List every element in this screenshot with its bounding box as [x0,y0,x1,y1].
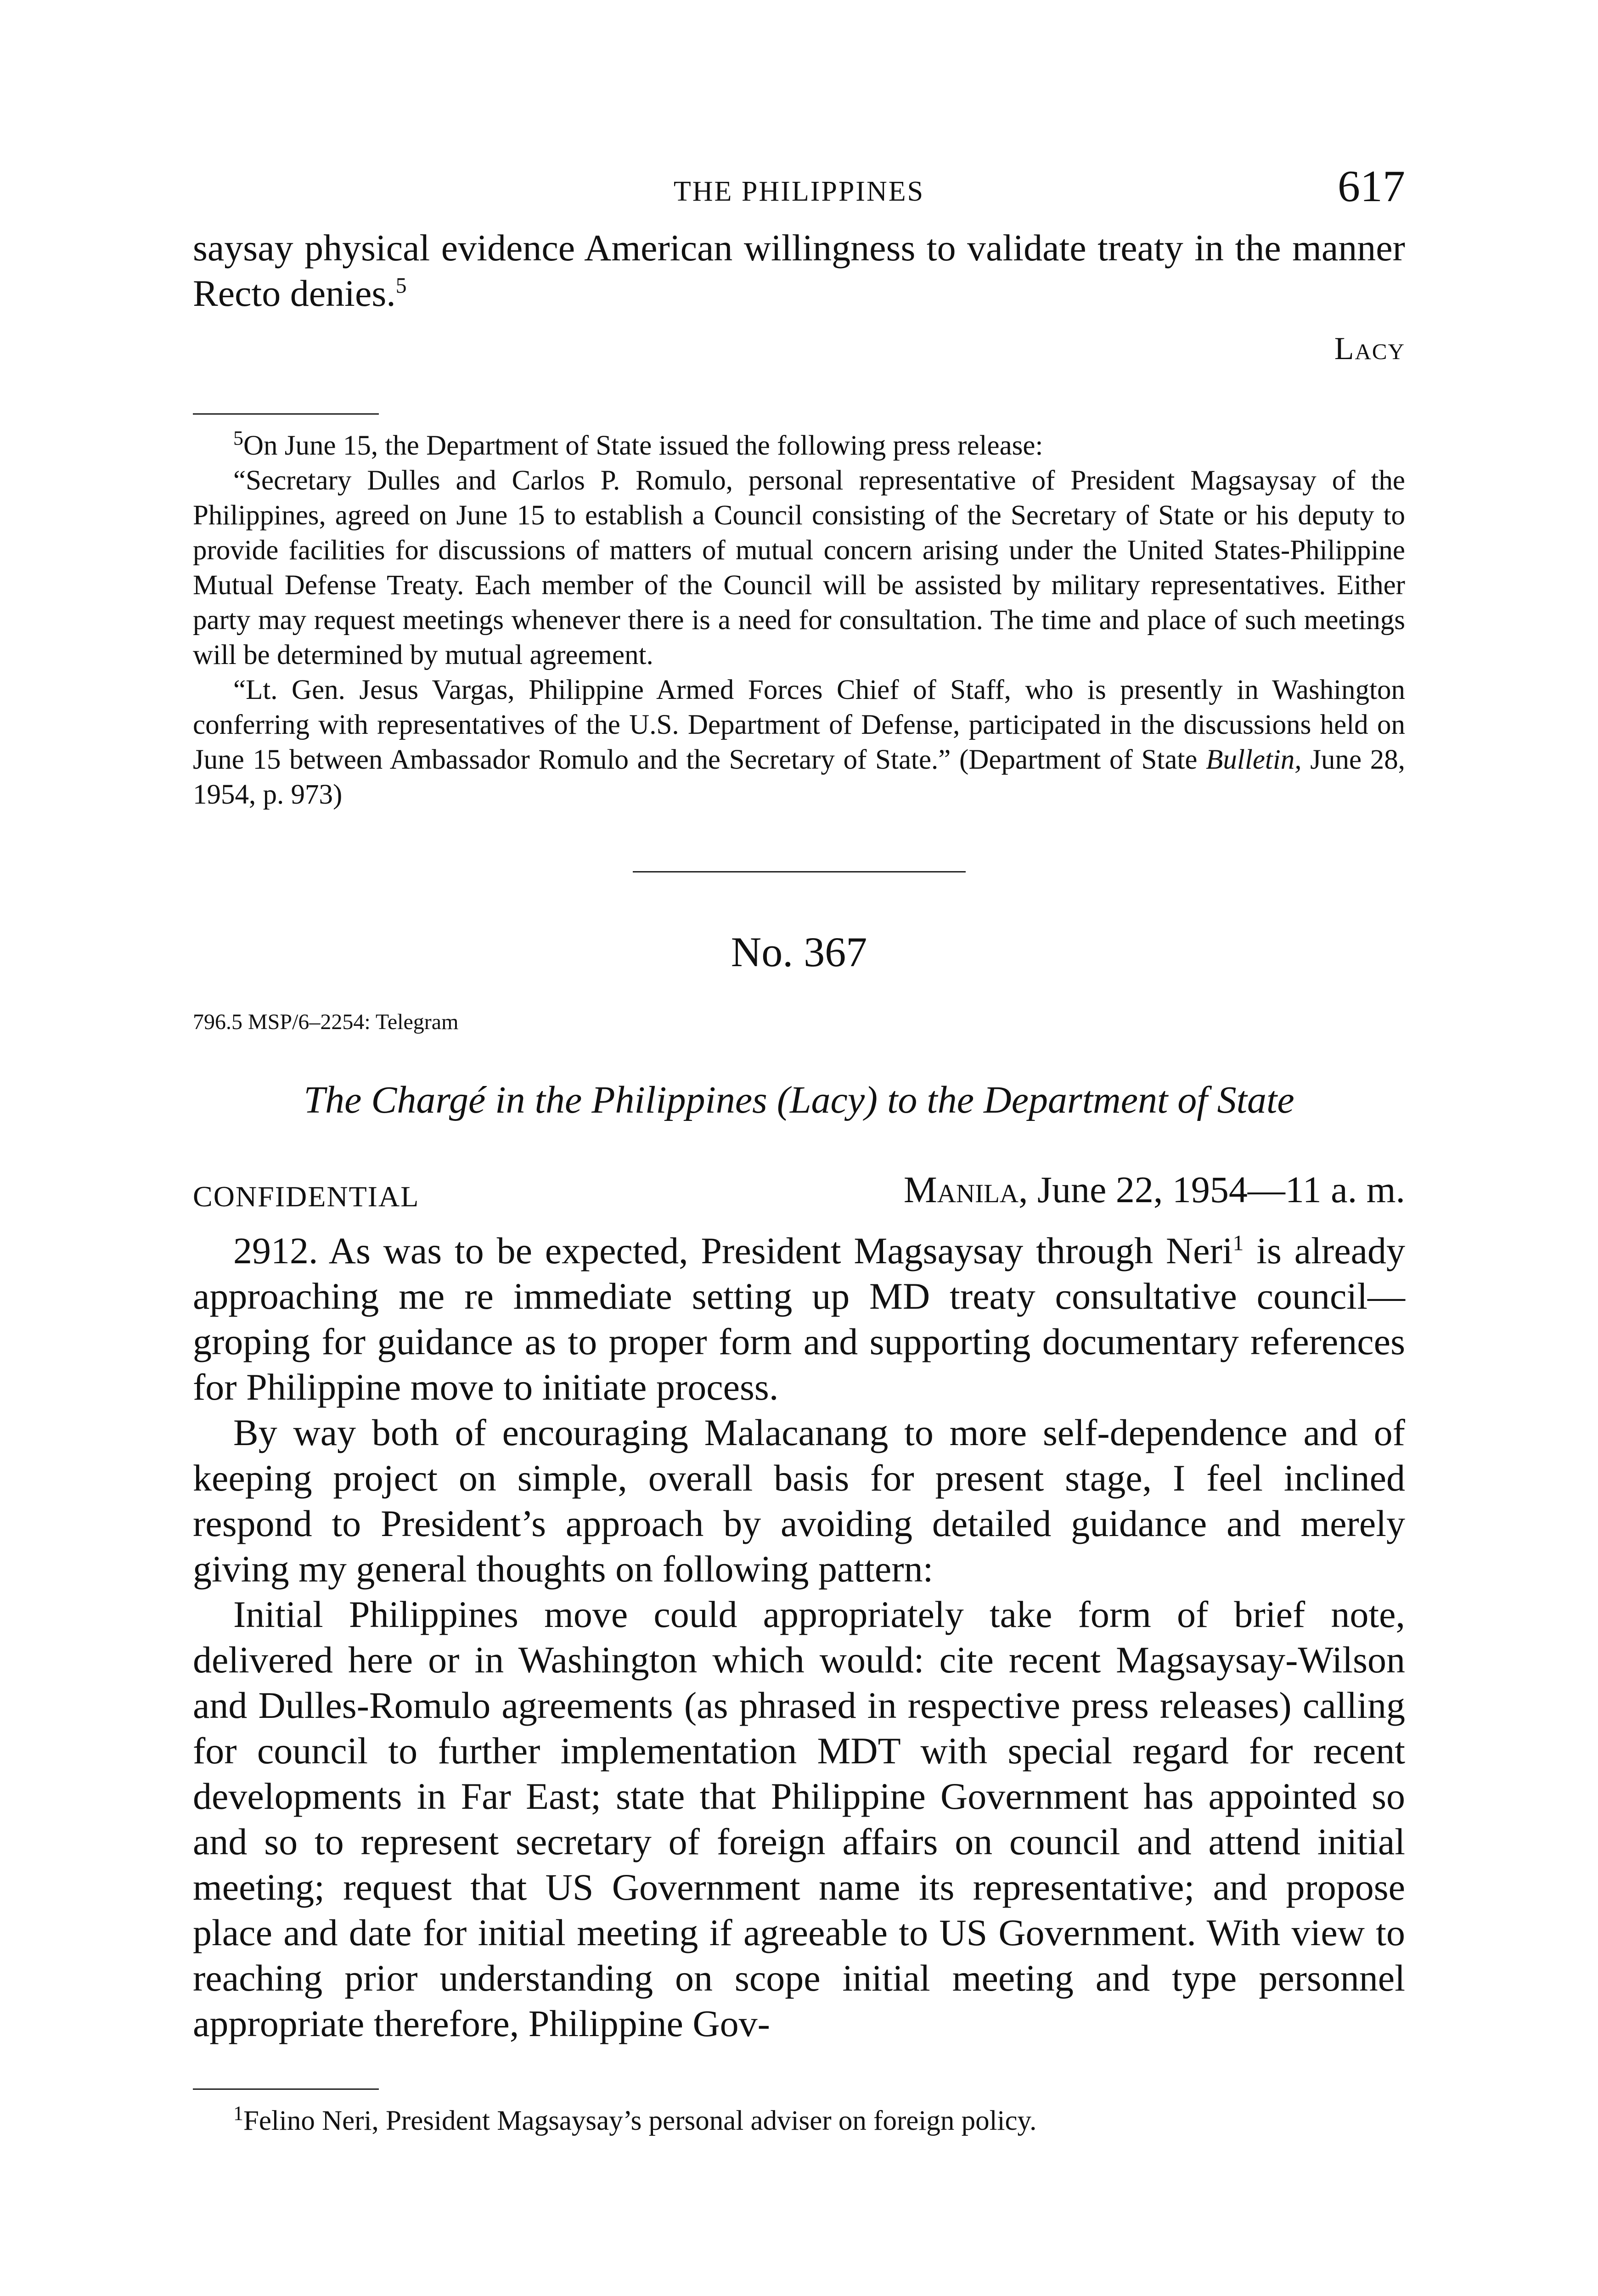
place-and-date [904,1168,1405,1211]
telegram-paragraph-1-before: 2912. As was to be expected, President Magsaysay through Neri [233,1230,1233,1272]
footnote-5-paragraph-1 [193,428,1405,463]
footnote-divider [193,413,379,415]
document-page [193,156,1405,2138]
footnote-5-paragraph-3 [193,673,1405,812]
footnote-1 [193,2104,1405,2138]
footnote-reference-1: 1 [1232,1231,1244,1255]
telegram-paragraph-1-after: is already approaching me re immediate setting up MD treaty consultative council—groping for guidance as to proper form and supporting documentary references for Philippine move to initiate process. [193,1230,1406,1408]
footnote-5-marker: 5 [233,427,243,450]
footnote-reference-5: 5 [395,274,407,298]
section-divider [633,871,966,872]
telegram-body [193,1228,1405,2046]
continued-paragraph [193,225,1405,316]
footnote-5 [193,428,1405,812]
running-head [193,156,1405,225]
bottom-footnote-divider [193,2088,379,2090]
classification-label: CONFIDENTIAL [193,1180,420,1213]
footnote-5-text-3-after: June 28, 1954, p. 973) [193,744,1405,810]
signature-lacy: Lacy [1334,331,1405,366]
date-time: June 22, 1954—11 a. m. [1028,1169,1405,1210]
continued-paragraph-text: saysay physical evidence American willingness to validate treaty in the manner Recto denies. [193,227,1405,314]
telegram-paragraph-2: By way both of encouraging Malacanang to more self-dependence and of keeping project on simple, overall basis for present stage, I feel inclined respond to President’s approach by avoiding detailed guidance and merely giving my general thoughts on following pattern: [193,1412,1405,1590]
footnote-5-text-1: On June 15, the Department of State issued the following press release: [243,430,1043,461]
document-number: No. 367 [731,929,867,975]
footnote-5-text-3-before: “Lt. Gen. Jesus Vargas, Philippine Armed Forces Chief of Staff, who is presently in Washington conferring with representatives of the U.S. Department of Defense, participated in the discussions held on June 15 between Ambassador Romulo and the Secretary of State.” (Department of State [193,675,1405,775]
bulletin-title: Bulletin, [1206,744,1302,775]
page-number: 617 [1338,162,1405,211]
telegram-paragraph-1 [193,1228,1405,1410]
document-title: The Chargé in the Philippines (Lacy) to the Department of State [304,1079,1294,1121]
place-name: Manila, [903,1169,1028,1210]
dateline [193,1168,1405,1228]
footnote-1-marker: 1 [233,2102,243,2125]
running-title: THE PHILIPPINES [673,176,925,207]
file-reference: 796.5 MSP/6–2254: Telegram [193,1010,459,1034]
footnote-1-text: Felino Neri, President Magsaysay’s personal adviser on foreign policy. [243,2105,1037,2136]
footnote-5-paragraph-2: “Secretary Dulles and Carlos P. Romulo, personal representative of President Magsaysay of the Philippines, agreed on June 15 to establish a Council consisting of the Secretary of State or his deputy to provide facilities for discussions of matters of mutual concern arising under the United States-Philippine Mutual Defense Treaty. Each member of the Council will be assisted by military representatives. Either party may request meetings whenever there is a need for consultation. The time and place of such meetings will be determined by mutual agreement. [193,465,1405,670]
telegram-paragraph-3: Initial Philippines move could appropriately take form of brief note, delivered here or in Washington which would: cite recent Magsaysay-Wilson and Dulles-Romulo agreements (as phrased in respective press releases) calling for council to further implementation MDT with special regard for recent developments in Far East; state that Philippine Government has appointed so and so to represent secretary of foreign affairs on council and attend initial meeting; request that US Government name its representative; and propose place and date for initial meeting if agreeable to US Government. With view to reaching prior understanding on scope initial meeting and type personnel appropriate therefore, Philippine Gov- [193,1593,1405,2044]
